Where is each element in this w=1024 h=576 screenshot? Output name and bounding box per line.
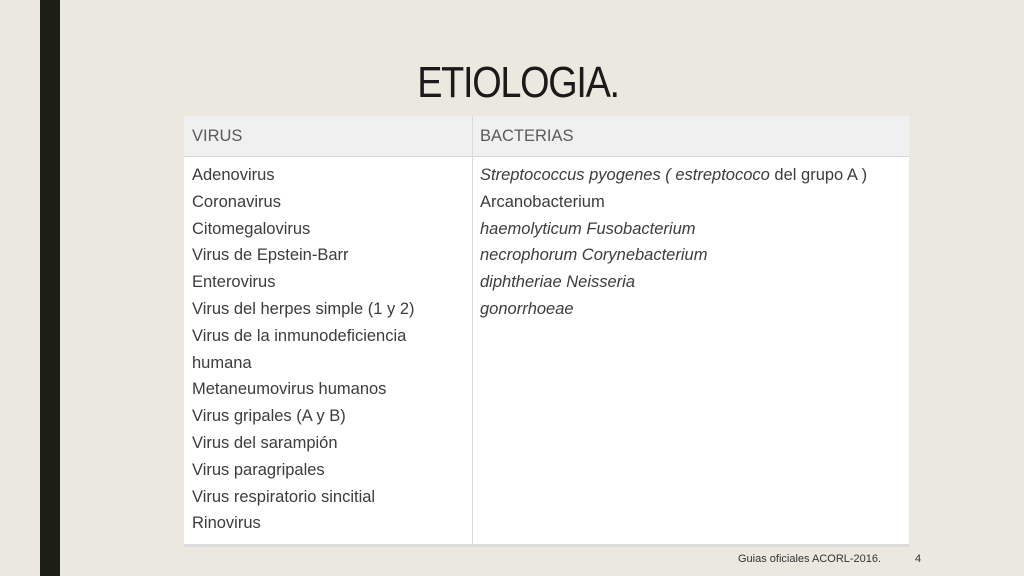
virus-item: Virus gripales (A y B) <box>192 407 346 426</box>
bacteria-item: Arcanobacterium <box>480 192 605 211</box>
etiology-table <box>184 116 909 547</box>
virus-item: Citomegalovirus <box>192 219 311 238</box>
bacteria-item: necrophorum Corynebacterium <box>480 246 708 265</box>
virus-item: humana <box>192 353 252 372</box>
virus-item: Virus del sarampión <box>192 433 338 452</box>
virus-item: Virus de la inmunodeficiencia <box>192 326 407 345</box>
table-header-row <box>184 116 909 157</box>
virus-item: Enterovirus <box>192 273 276 292</box>
virus-item: Virus del herpes simple (1 y 2) <box>192 299 415 318</box>
bacteria-item: gonorrhoeae <box>480 299 574 318</box>
bacteria-item: diphtheriae Neisseria <box>480 273 636 292</box>
footer-source: Guias oficiales ACORL-2016. <box>738 553 882 565</box>
bacteria-item-italic: Streptococcus pyogenes ( estreptococo <box>480 166 770 184</box>
virus-item: Metaneumovirus humanos <box>192 380 387 399</box>
virus-item: Virus de Epstein-Barr <box>192 246 349 265</box>
header-virus: VIRUS <box>192 127 243 145</box>
slide-title: ETIOLOGIA. <box>417 58 619 107</box>
bacteria-item-plain: del grupo A ) <box>769 166 868 184</box>
header-bacterias: BACTERIAS <box>480 127 574 145</box>
bacteria-item: haemolyticum Fusobacterium <box>480 219 696 238</box>
virus-item: Rinovirus <box>192 514 261 533</box>
virus-column <box>192 162 468 537</box>
page-number: 4 <box>915 553 922 565</box>
virus-item: Coronavirus <box>192 192 281 211</box>
virus-item: Virus paragripales <box>192 460 325 479</box>
column-divider <box>472 116 473 544</box>
bacteria-column <box>480 162 905 323</box>
left-accent-bar <box>40 0 60 576</box>
bacteria-item <box>480 162 905 189</box>
virus-item: Virus respiratorio sincitial <box>192 487 376 506</box>
virus-item: Adenovirus <box>192 166 275 184</box>
